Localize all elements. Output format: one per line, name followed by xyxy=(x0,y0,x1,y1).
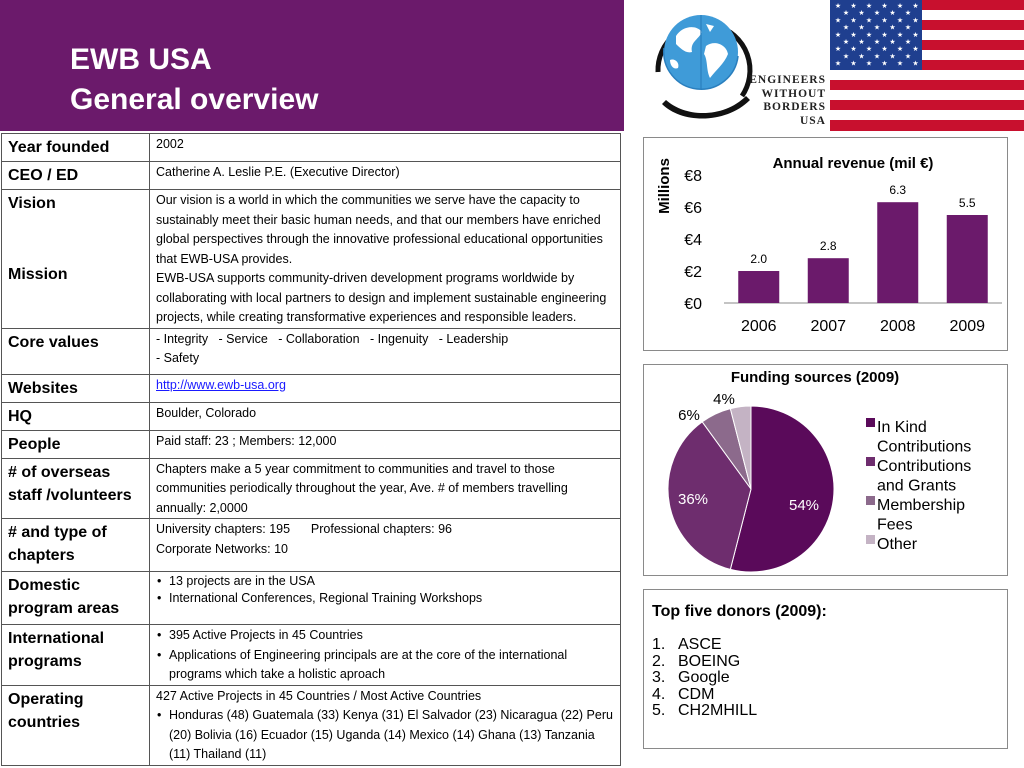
star-icon: ★ xyxy=(912,60,919,68)
y-tick-label: €4 xyxy=(684,232,702,249)
row-label: Websites xyxy=(2,374,150,402)
row-label: People xyxy=(2,430,150,458)
row-label: Year founded xyxy=(2,134,150,162)
legend-label: and Grants xyxy=(877,477,957,495)
table-row-chapters xyxy=(2,519,621,572)
row-label xyxy=(2,572,150,625)
star-icon: ★ xyxy=(889,10,896,18)
star-icon: ★ xyxy=(881,31,888,39)
donors-panel xyxy=(643,589,1008,749)
list-item: 4. CDM xyxy=(652,685,715,703)
row-label xyxy=(2,519,150,572)
list-item: • Honduras (48) Guatemala (33) Kenya (31) El Salvador (23) Nicaragua (22) Peru (20) Bolivia (16) Ecuador (15) Uganda (14) Mexico (14) Ghana (13) Tanzania (11) Thailand (11) xyxy=(156,706,614,765)
legend-swatch xyxy=(866,457,875,466)
revenue-chart-panel xyxy=(643,137,1008,351)
globe-icon xyxy=(646,0,756,131)
table-row-year-founded xyxy=(2,134,621,162)
bar xyxy=(877,202,918,303)
funding-chart-panel xyxy=(643,364,1008,576)
star-icon: ★ xyxy=(912,46,919,54)
list-item: • Applications of Engineering principals are at the core of the international programs which take a holistic aproach xyxy=(156,646,614,685)
logo-wordmark xyxy=(744,74,826,128)
donor-name: CDM xyxy=(678,685,715,703)
website-link[interactable]: http://www.ewb-usa.org xyxy=(156,377,286,392)
star-icon: ★ xyxy=(865,60,873,68)
label-line-1: Domestic xyxy=(8,577,81,594)
data-label: 2.0 xyxy=(750,252,768,266)
logo-line-3: BORDERS xyxy=(763,101,826,113)
row-label: Core values xyxy=(2,328,150,374)
x-tick-label: 2007 xyxy=(810,318,847,335)
ewb-logo xyxy=(646,0,830,131)
row-label xyxy=(2,190,150,329)
row-value xyxy=(150,625,621,686)
star-icon: ★ xyxy=(873,39,881,46)
label-line-2: programs xyxy=(8,653,82,670)
title-line-1: EWB USA xyxy=(70,43,212,76)
data-label: 36% xyxy=(677,491,709,508)
star-icon: ★ xyxy=(865,46,873,54)
row-value xyxy=(150,328,621,374)
row-label xyxy=(2,458,150,519)
donors-list xyxy=(652,637,757,720)
star-icon: ★ xyxy=(896,31,904,39)
core-values-line-1: - Integrity - Service - Collaboration - Ingenuity - Leadership xyxy=(156,331,509,346)
data-label: 4% xyxy=(713,391,735,408)
star-icon: ★ xyxy=(834,46,842,54)
legend-label: Membership xyxy=(877,497,966,514)
table-row-vision-mission xyxy=(2,190,621,329)
vision-label: Vision xyxy=(8,195,56,212)
star-icon: ★ xyxy=(842,10,850,18)
star-icon: ★ xyxy=(889,53,896,61)
star-icon: ★ xyxy=(865,3,873,10)
star-icon: ★ xyxy=(896,17,904,25)
star-icon: ★ xyxy=(865,31,873,39)
label-line-1: # of overseas xyxy=(8,463,111,481)
page-title xyxy=(70,40,318,120)
list-item: 1. ASCE xyxy=(652,636,722,653)
mission-text: EWB-USA supports community-driven development programs worldwide by collaborating with local partners to design and implement sustainable engineering projects, while creating transformative experiences and responsible leaders. xyxy=(156,271,607,324)
star-icon: ★ xyxy=(873,10,881,18)
star-icon: ★ xyxy=(842,53,850,61)
row-value: Chapters make a 5 year commitment to communities and travel to those communities periodically throughout the year, Ave. # of members travelling annually: 2,0000 xyxy=(150,458,621,519)
list-item: 2. BOEING xyxy=(652,652,741,670)
table-row-ceo xyxy=(2,162,621,190)
chart-title: Annual revenue (mil €) xyxy=(772,155,934,172)
y-axis-label: Millions xyxy=(656,158,673,214)
list-item: • 395 Active Projects in 45 Countries xyxy=(156,626,614,646)
data-label: 5.5 xyxy=(958,196,976,210)
star-icon: ★ xyxy=(873,24,881,32)
chart-title: Funding sources (2009) xyxy=(730,369,900,386)
row-value xyxy=(150,374,621,402)
chapters-line-1: University chapters: 195 Professional chapters: 96 xyxy=(156,522,452,536)
star-icon: ★ xyxy=(858,10,865,18)
list-item: • International Conferences, Regional Training Workshops xyxy=(156,590,614,607)
legend-label: Contributions xyxy=(877,438,972,456)
star-icon: ★ xyxy=(842,24,850,32)
logo-line-4: USA xyxy=(799,114,826,127)
overview-table xyxy=(1,133,621,766)
star-icon: ★ xyxy=(842,39,850,46)
star-icon: ★ xyxy=(865,17,873,25)
star-icon: ★ xyxy=(858,24,865,32)
title-line-2: General overview xyxy=(70,83,319,116)
row-value xyxy=(150,685,621,765)
row-value: 2002 xyxy=(150,134,621,162)
label-line-1: Operating xyxy=(8,690,84,708)
star-icon: ★ xyxy=(904,39,912,46)
table-row-people xyxy=(2,430,621,458)
bar xyxy=(738,271,779,303)
data-label: 54% xyxy=(788,497,820,514)
legend-swatch xyxy=(866,418,875,427)
star-icon: ★ xyxy=(881,3,888,10)
table-row-international xyxy=(2,625,621,686)
row-value xyxy=(150,190,621,329)
donor-name: ASCE xyxy=(678,636,722,653)
legend-label: In Kind xyxy=(877,419,927,436)
list-item: • 13 projects are in the USA xyxy=(156,573,614,590)
label-line-2: staff /volunteers xyxy=(8,486,132,504)
row-value: Boulder, Colorado xyxy=(150,402,621,430)
star-icon: ★ xyxy=(858,53,865,61)
donor-name: Google xyxy=(678,669,730,686)
funding-chart xyxy=(644,365,1007,575)
row-label: HQ xyxy=(2,402,150,430)
data-label: 2.8 xyxy=(819,239,837,254)
legend-label: Fees xyxy=(877,516,913,534)
x-tick-label: 2009 xyxy=(949,318,986,335)
star-icon: ★ xyxy=(912,17,919,25)
star-icon: ★ xyxy=(850,46,857,54)
row-value: Paid staff: 23 ; Members: 12,000 xyxy=(150,430,621,458)
header-banner xyxy=(0,0,624,131)
mission-label: Mission xyxy=(8,266,68,283)
table-row-domestic xyxy=(2,572,621,625)
label-line-1: # and type of xyxy=(8,524,107,541)
row-label: CEO / ED xyxy=(2,162,150,190)
list-item: 5. CH2MHILL xyxy=(652,702,758,719)
chapters-line-2: Corporate Networks: 10 xyxy=(156,541,289,556)
row-value: Catherine A. Leslie P.E. (Executive Director) xyxy=(150,162,621,190)
star-icon: ★ xyxy=(896,46,904,54)
legend-label: Contributions xyxy=(877,458,972,475)
label-line-1: International xyxy=(8,630,105,647)
star-icon: ★ xyxy=(912,31,919,39)
logo-line-1: ENGINEERS xyxy=(749,74,826,86)
star-icon: ★ xyxy=(904,24,912,32)
label-line-2: chapters xyxy=(8,547,75,564)
star-icon: ★ xyxy=(881,60,888,68)
operating-line-1: 427 Active Projects in 45 Countries / Most Active Countries xyxy=(156,688,482,703)
table-row-websites xyxy=(2,374,621,402)
star-icon: ★ xyxy=(850,3,857,10)
donor-name: CH2MHILL xyxy=(678,702,758,719)
y-tick-label: €0 xyxy=(684,296,702,313)
row-label xyxy=(2,685,150,765)
star-icon: ★ xyxy=(834,17,842,25)
logo-line-2: WITHOUT xyxy=(761,87,826,100)
y-tick-label: €8 xyxy=(684,168,702,185)
star-icon: ★ xyxy=(889,24,896,32)
y-tick-label: €6 xyxy=(684,200,702,217)
star-icon: ★ xyxy=(904,10,912,18)
row-label xyxy=(2,625,150,686)
data-label: 6% xyxy=(678,407,700,424)
row-value xyxy=(150,519,621,572)
x-tick-label: 2006 xyxy=(740,318,777,335)
us-flag-icon xyxy=(830,0,1024,131)
table-row-core-values xyxy=(2,328,621,374)
core-values-line-2: - Safety xyxy=(156,351,200,365)
star-icon: ★ xyxy=(889,39,896,46)
bar xyxy=(947,215,988,303)
label-line-2: countries xyxy=(8,713,81,731)
star-icon: ★ xyxy=(881,46,888,54)
star-icon: ★ xyxy=(834,31,842,39)
donors-title: Top five donors (2009): xyxy=(652,603,827,620)
star-icon: ★ xyxy=(834,60,842,68)
star-icon: ★ xyxy=(873,53,881,61)
vision-text: Our vision is a world in which the communities we serve have the capacity to sustainably meet their basic human needs, and that our members have enriched global perspectives through the innovative professional educational opportunities that EWB-USA provides. xyxy=(156,193,603,266)
star-icon: ★ xyxy=(896,3,904,10)
star-icon: ★ xyxy=(912,3,919,10)
revenue-chart xyxy=(644,138,1007,350)
legend-swatch xyxy=(866,496,875,505)
bar xyxy=(808,258,849,303)
star-icon: ★ xyxy=(850,31,857,39)
star-icon: ★ xyxy=(850,17,857,25)
row-value xyxy=(150,572,621,625)
star-icon: ★ xyxy=(904,53,912,61)
table-row-overseas xyxy=(2,458,621,519)
star-icon: ★ xyxy=(858,39,865,46)
list-item: 3. Google xyxy=(652,669,730,686)
legend-label: Other xyxy=(877,536,918,553)
donor-name: BOEING xyxy=(678,652,741,670)
legend-swatch xyxy=(866,535,875,544)
y-tick-label: €2 xyxy=(684,264,702,281)
table-row-operating xyxy=(2,685,621,765)
x-tick-label: 2008 xyxy=(879,318,916,335)
table-row-hq xyxy=(2,402,621,430)
data-label: 6.3 xyxy=(889,183,907,198)
star-icon: ★ xyxy=(896,60,904,68)
star-icon: ★ xyxy=(834,3,842,10)
label-line-2: program areas xyxy=(8,600,120,617)
star-icon: ★ xyxy=(881,17,888,25)
star-icon: ★ xyxy=(850,60,857,68)
